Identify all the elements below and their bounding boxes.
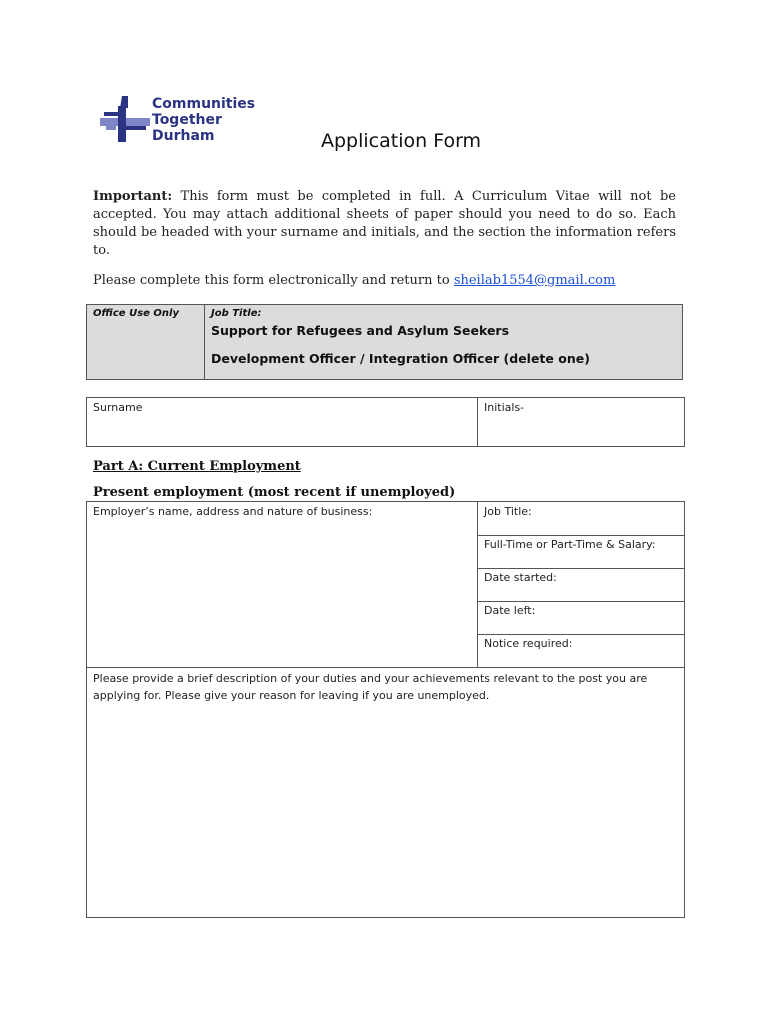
office-job-line-1: Support for Refugees and Asylum Seekers — [211, 323, 510, 338]
duties-description-label: Please provide a brief description of your duties and your achievements relevant to the post you are applying for. Please give your reason for leaving if you are unemployed. — [93, 672, 648, 702]
employer-label: Employer’s name, address and nature of business: — [93, 505, 373, 518]
office-use-label: Office Use Only — [93, 308, 179, 319]
logo-line-3: Durham — [152, 128, 215, 144]
contact-email-link[interactable]: sheilab1554@gmail.com — [453, 273, 616, 288]
contact-line — [93, 273, 693, 288]
office-use-box — [86, 304, 683, 380]
date-started-label: Date started: — [484, 571, 557, 584]
employment-table — [86, 501, 685, 918]
surname-label: Surname — [93, 401, 143, 414]
row-divider — [477, 535, 684, 536]
notice-required-label: Notice required: — [484, 637, 573, 650]
row-divider — [477, 568, 684, 569]
logo-line-1: Communities — [152, 96, 256, 112]
name-box — [86, 397, 685, 447]
present-employment-heading: Present employment (most recent if unemployed) — [93, 485, 456, 500]
organisation-logo — [100, 96, 270, 146]
employment-vertical-divider — [477, 502, 478, 667]
section-divider — [87, 667, 684, 668]
row-divider — [477, 634, 684, 635]
page-title: Application Form — [321, 130, 482, 152]
office-divider — [204, 305, 205, 379]
logo-mark-icon — [100, 96, 152, 146]
logo-line-2: Together — [152, 112, 222, 128]
job-title-label: Job Title: — [484, 505, 532, 518]
office-job-title-label: Job Title: — [211, 308, 262, 319]
intro-paragraph — [93, 188, 676, 260]
important-label: Important: — [93, 189, 173, 204]
name-divider — [477, 398, 478, 446]
contact-text: Please complete this form electronically and return to — [93, 273, 454, 288]
row-divider — [477, 601, 684, 602]
date-left-label: Date left: — [484, 604, 536, 617]
fulltime-salary-label: Full-Time or Part-Time & Salary: — [484, 538, 656, 551]
part-a-heading: Part A: Current Employment — [93, 459, 301, 474]
intro-text: This form must be completed in full. A Curriculum Vitae will not be accepted. You may attach additional sheets of paper should you need to do so. Each should be headed with your surname and initials, and the section the information refers to. — [93, 189, 676, 258]
office-job-line-2: Development Officer / Integration Officer (delete one) — [211, 351, 590, 366]
initials-label: Initials- — [484, 401, 525, 414]
